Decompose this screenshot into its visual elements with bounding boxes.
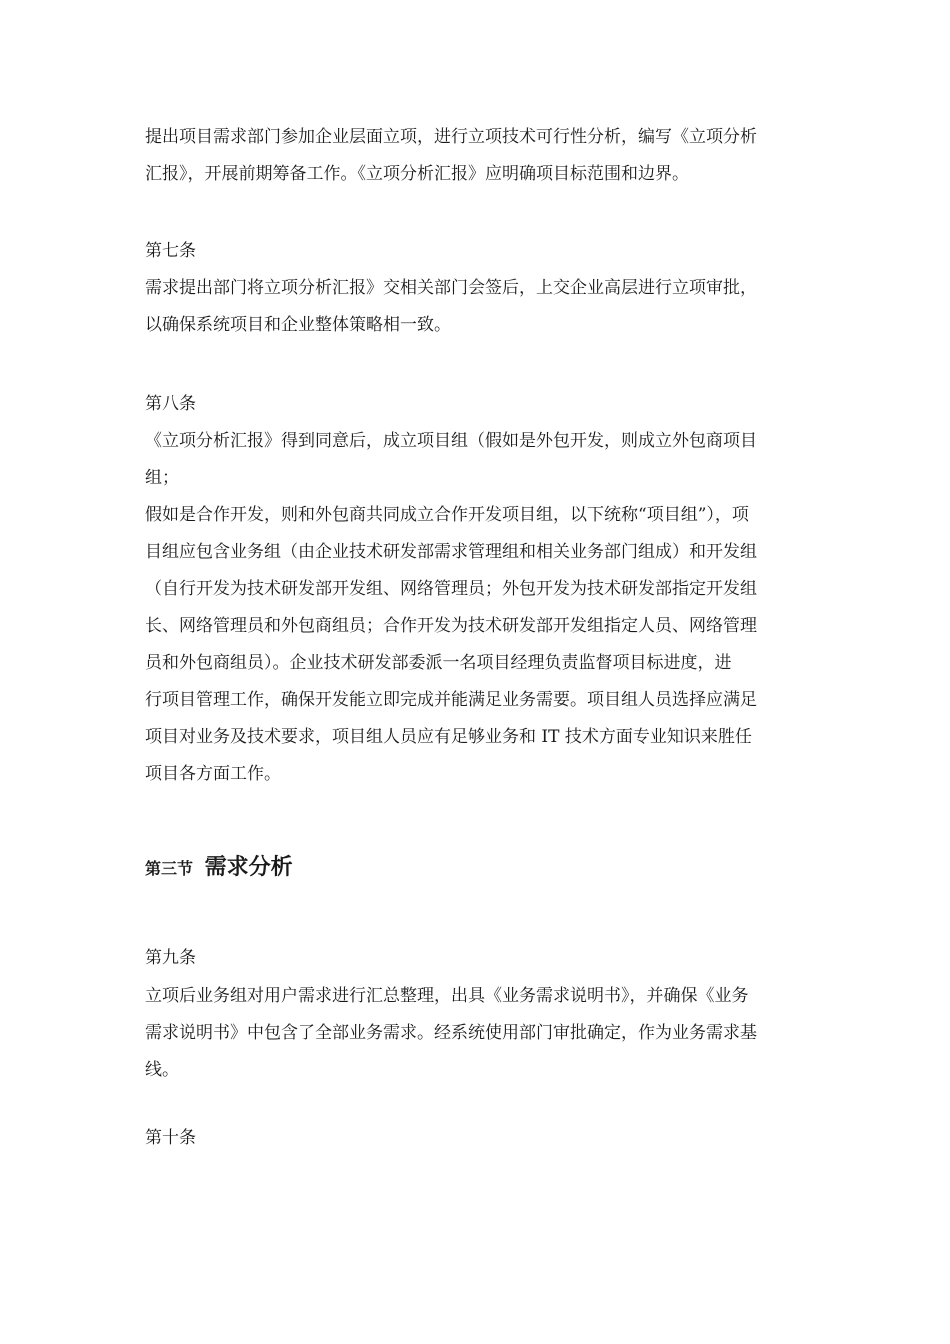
section-number: 第三节 xyxy=(145,859,194,878)
paragraph-line: 立项后业务组对用户需求进行汇总整理，出具《业务需求说明书》，并确保《业务 xyxy=(145,986,749,1006)
article-8-paragraph xyxy=(145,423,810,793)
paragraph-line: 线。 xyxy=(145,1060,179,1080)
article-9-paragraph xyxy=(145,978,810,1089)
paragraph-line: 汇报》，开展前期筹备工作。《立项分析汇报》应明确项目标范围和边界。 xyxy=(145,164,689,184)
paragraph-line: 需求提出部门将立项分析汇报》交相关部门会签后，上交企业高层进行立项审批， xyxy=(145,278,757,298)
article-9-title: 第九条 xyxy=(145,948,196,968)
paragraph-line: 组； xyxy=(145,468,179,488)
paragraph-line: 假如是合作开发，则和外包商共同成立合作开发项目组，以下统称“项目组”），项 xyxy=(145,505,749,525)
paragraph-line: 长、网络管理员和外包商组员；合作开发为技术研发部开发组指定人员、网络管理 xyxy=(145,616,757,636)
article-8-title: 第八条 xyxy=(145,394,196,414)
section-heading xyxy=(145,850,293,890)
paragraph-line: 提出项目需求部门参加企业层面立项，进行立项技术可行性分析，编写《立项分析 xyxy=(145,127,757,147)
article-7-paragraph xyxy=(145,270,810,344)
paragraph-line: 项目对业务及技术要求，项目组人员应有足够业务和 IT 技术方面专业知识来胜任 xyxy=(145,727,752,747)
paragraph-line: 项目各方面工作。 xyxy=(145,764,281,784)
article-7-title: 第七条 xyxy=(145,241,196,261)
paragraph-line: 需求说明书》中包含了全部业务需求。经系统使用部门审批确定，作为业务需求基 xyxy=(145,1023,757,1043)
paragraph-line: 《立项分析汇报》得到同意后，成立项目组（假如是外包开发，则成立外包商项目 xyxy=(145,431,757,451)
section-name: 需求分析 xyxy=(204,855,293,880)
paragraph-line: 目组应包含业务组（由企业技术研发部需求管理组和相关业务部门组成）和开发组 xyxy=(145,542,757,562)
paragraph-line: 员和外包商组员）。企业技术研发部委派一名项目经理负责监督项目标进度，进 xyxy=(145,653,732,673)
paragraph-line: （自行开发为技术研发部开发组、网络管理员；外包开发为技术研发部指定开发组 xyxy=(145,579,757,599)
intro-paragraph xyxy=(145,119,810,193)
article-10-title: 第十条 xyxy=(145,1128,196,1148)
paragraph-line: 以确保系统项目和企业整体策略相一致。 xyxy=(145,315,451,335)
paragraph-line: 行项目管理工作，确保开发能立即完成并能满足业务需要。项目组人员选择应满足 xyxy=(145,690,757,710)
